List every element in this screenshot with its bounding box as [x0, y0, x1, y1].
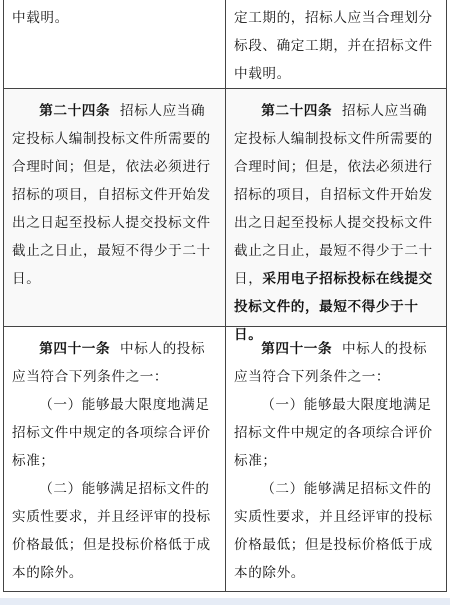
left-cell — [4, 0, 225, 88]
table-row — [4, 89, 446, 343]
comparison-table — [3, 0, 447, 592]
article-paragraph — [234, 97, 440, 349]
article-text: 招标人应当确定投标人编制投标文件所需要的合理时间；但是，依法必须进行招标的项目，自招标文件开始发出之日起至投标人提交投标文件截止之日止，最短不得少于二十日， — [234, 103, 433, 287]
table-row — [4, 327, 446, 592]
list-item: （二）能够满足招标文件的实质性要求，并且经评审的投标价格最低；但是投标价格低于成本的除外。 — [12, 481, 211, 581]
article-text: 中标人的投标应当符合下列条件之一： — [12, 341, 206, 385]
left-cell — [4, 327, 225, 591]
article-paragraph — [12, 335, 219, 391]
left-cell — [4, 89, 225, 326]
table-row — [4, 0, 446, 89]
article-paragraph — [12, 97, 219, 293]
right-cell — [225, 327, 446, 591]
amendment-text: 采用电子招标投标在线提交投标文件的，最短不得少于十日。 — [234, 271, 433, 343]
article-paragraph — [234, 335, 440, 391]
article-number: 第四十一条 — [261, 341, 333, 357]
list-item: （一）能够最大限度地满足招标文件中规定的各项综合评价标准； — [12, 397, 211, 469]
article-text: 中标人的投标应当符合下列条件之一： — [234, 341, 428, 385]
article-number: 第二十四条 — [261, 103, 333, 119]
page-bottom-band — [0, 598, 450, 605]
cell-text: 中载明。 — [12, 10, 69, 26]
cell-text: 定工期的，招标人应当合理划分标段、确定工期，并在招标文件中载明。 — [234, 10, 433, 82]
article-text: 招标人应当确定投标人编制投标文件所需要的合理时间；但是，依法必须进行招标的项目，自招标文件开始发出之日起至投标人提交投标文件截止之日止，最短不得少于二十日。 — [12, 103, 211, 287]
list-item: （一）能够最大限度地满足招标文件中规定的各项综合评价标准； — [234, 397, 433, 469]
list-item: （二）能够满足招标文件的实质性要求，并且经评审的投标价格最低；但是投标价格低于成本的除外。 — [234, 481, 433, 581]
article-number: 第二十四条 — [39, 103, 111, 119]
article-number: 第四十一条 — [39, 341, 111, 357]
right-cell — [225, 0, 446, 88]
right-cell — [225, 89, 446, 343]
